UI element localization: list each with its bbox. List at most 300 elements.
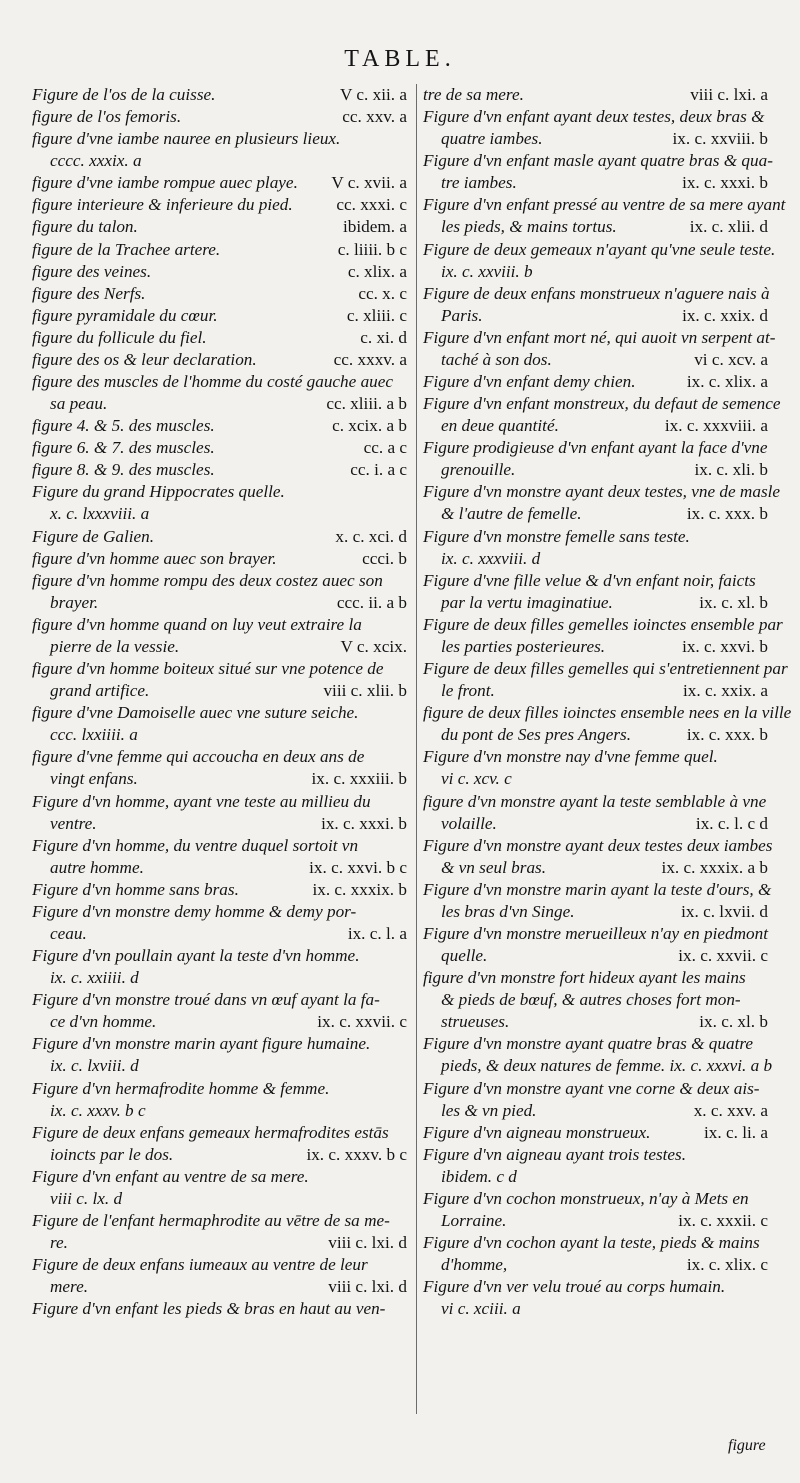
- entry-text: Figure d'vn monstre marin ayant figure humaine.: [32, 1034, 371, 1054]
- index-entry: [32, 84, 407, 106]
- entry-line: [32, 1276, 407, 1298]
- entry-text: x. c. lxxxviii. a: [50, 504, 150, 524]
- index-entry: [32, 283, 407, 305]
- entry-line: [423, 503, 768, 525]
- index-entry: [423, 239, 776, 283]
- entry-reference: ix. c. xxix. d: [682, 305, 768, 325]
- index-entry: [32, 1254, 407, 1298]
- entry-text: Figure d'vn hermafrodite homme & femme.: [32, 1078, 330, 1098]
- entry-line: [32, 702, 407, 724]
- entry-line: [32, 680, 407, 702]
- entry-line: [32, 1011, 407, 1033]
- entry-line: [423, 857, 768, 879]
- entry-line: [423, 658, 788, 680]
- entry-line: [423, 1210, 768, 1232]
- entry-text: Figure d'vn monstre nay d'vne femme quel.: [423, 747, 718, 767]
- entry-text: & vn seul bras.: [441, 857, 547, 877]
- entry-text: Figure d'vn ver velu troué au corps humain.: [423, 1277, 726, 1297]
- index-entry: [423, 1033, 773, 1077]
- entry-line: [32, 106, 407, 128]
- entry-line: [32, 1144, 407, 1166]
- entry-text: figure d'vn monstre ayant la teste semblable à vne: [423, 791, 767, 811]
- entry-reference: ix. c. xxxix. a b: [661, 857, 768, 877]
- entry-reference: V c. xvii. a: [331, 173, 407, 193]
- entry-line: [32, 459, 407, 481]
- entry-text: Figure de Galien.: [32, 526, 155, 546]
- entry-reference: ccc. ii. a b: [336, 592, 407, 612]
- index-entry: [32, 901, 407, 945]
- entry-text: ventre.: [50, 813, 97, 833]
- entry-line: [423, 1254, 768, 1276]
- entry-text: Figure d'vn aigneau monstrueux.: [423, 1122, 651, 1142]
- entry-line: [423, 1166, 768, 1188]
- index-entry: [423, 150, 773, 194]
- index-entry: [32, 1122, 407, 1166]
- entry-reference: ix. c. xxxii. c: [678, 1210, 768, 1230]
- entry-line: [32, 570, 407, 592]
- entry-line: [32, 614, 407, 636]
- entry-line: [423, 636, 768, 658]
- entry-line: [32, 194, 407, 216]
- entry-text: Figure prodigieuse d'vn enfant ayant la face d'vne: [423, 438, 768, 458]
- index-entry: [32, 746, 407, 790]
- entry-text: les & vn pied.: [441, 1100, 537, 1120]
- entry-line: [423, 592, 768, 614]
- right-column: [423, 84, 792, 1320]
- entry-reference: ix. c. li. a: [704, 1122, 768, 1142]
- entry-text: figure des veines.: [32, 261, 152, 281]
- entry-text: figure interieure & inferieure du pied.: [32, 195, 293, 215]
- entry-text: ix. c. xxviii. b: [441, 261, 533, 281]
- entry-line: [423, 437, 768, 459]
- entry-line: [32, 1055, 407, 1077]
- entry-text: Figure du grand Hippocrates quelle.: [32, 482, 285, 502]
- entry-line: [423, 1100, 768, 1122]
- index-entry: [32, 349, 407, 371]
- page-header: TABLE.: [344, 46, 456, 72]
- entry-text: tre iambes.: [441, 173, 517, 193]
- entry-reference: ix. c. xxxix. b: [312, 879, 407, 899]
- entry-line: [32, 658, 407, 680]
- entry-reference: ix. c. xxix. a: [683, 681, 768, 701]
- entry-text: brayer.: [50, 592, 99, 612]
- index-entry: [423, 371, 768, 393]
- entry-text: Figure d'vn monstre ayant quatre bras & quatre: [423, 1034, 754, 1054]
- index-entry: [32, 879, 407, 901]
- entry-text: Figure d'vn enfant demy chien.: [423, 372, 636, 392]
- entry-reference: ix. c. xlix. a: [686, 372, 768, 392]
- entry-text: & pieds de bœuf, & autres choses fort mon-: [441, 990, 741, 1010]
- entry-line: [32, 989, 407, 1011]
- entry-line: [423, 1144, 768, 1166]
- index-entry: [423, 658, 788, 702]
- entry-line: [423, 106, 768, 128]
- entry-reference: x. c. xci. d: [335, 526, 407, 546]
- entry-text: Figure d'vn cochon ayant la teste, pieds & mains: [423, 1233, 760, 1253]
- entry-text: sa peau.: [50, 394, 108, 414]
- entry-line: [423, 1033, 768, 1055]
- entry-line: [32, 283, 407, 305]
- entry-reference: V c. xcix.: [340, 636, 407, 656]
- index-entry: [32, 239, 407, 261]
- index-entry: [423, 1144, 768, 1188]
- index-entry: [32, 1078, 407, 1122]
- entry-text: le front.: [441, 681, 495, 701]
- entry-reference: ccci. b: [362, 548, 407, 568]
- entry-line: [32, 349, 407, 371]
- entry-reference: cc. xxxv. a: [333, 349, 407, 369]
- entry-text: figure du talon.: [32, 217, 138, 237]
- entry-line: [32, 415, 407, 437]
- index-entry: [423, 614, 783, 658]
- entry-line: [423, 680, 768, 702]
- entry-text: & l'autre de femelle.: [441, 504, 582, 524]
- entry-text: figure d'vn homme boiteux situé sur vne potence de: [32, 659, 384, 679]
- entry-line: [32, 1210, 407, 1232]
- entry-text: figure de l'os femoris.: [32, 107, 182, 127]
- entry-reference: viii c. lxi. a: [690, 85, 768, 104]
- entry-text: figure d'vn monstre fort hideux ayant les mains: [423, 968, 746, 988]
- index-entry: [32, 835, 407, 879]
- entry-line: [32, 305, 407, 327]
- index-entry: [423, 283, 768, 327]
- entry-text: pieds, & deux natures de femme. ix. c. xxxvi. a b: [441, 1056, 773, 1076]
- entry-reference: ix. c. xxx. b: [686, 725, 768, 745]
- entry-line: [423, 239, 776, 261]
- entry-text: autre homme.: [50, 857, 144, 877]
- entry-line: [423, 967, 768, 989]
- entry-line: [423, 128, 768, 150]
- entry-line: [32, 813, 407, 835]
- entry-line: [32, 128, 407, 150]
- entry-text: Figure d'vn monstre marin ayant la teste d'ours, &: [423, 879, 772, 899]
- entry-reference: viii c. lxi. d: [328, 1277, 407, 1297]
- index-entry: [32, 989, 407, 1033]
- entry-line: [423, 879, 772, 901]
- entry-text: Figure d'vn homme sans bras.: [32, 879, 239, 899]
- entry-reference: ix. c. xlix. c: [686, 1255, 768, 1275]
- entry-text: figure des Nerfs.: [32, 283, 146, 303]
- entry-text: ibidem. c d: [441, 1166, 517, 1186]
- index-entry: [32, 614, 407, 658]
- entry-text: Figure d'vn aigneau ayant trois testes.: [423, 1144, 687, 1164]
- index-entry: [32, 415, 407, 437]
- entry-text: figure des muscles de l'homme du costé gauche auec: [32, 372, 394, 392]
- entry-line: [32, 1298, 407, 1320]
- entry-reference: ibidem. a: [343, 217, 407, 237]
- entry-line: [423, 481, 781, 503]
- entry-line: [423, 835, 773, 857]
- entry-text: Figure de deux filles gemelles ioinctes ensemble par: [423, 614, 783, 634]
- index-entry: [32, 261, 407, 283]
- entry-text: Figure d'vn homme, du ventre duquel sortoit vn: [32, 835, 359, 855]
- entry-line: [32, 1254, 407, 1276]
- index-entry: [423, 106, 768, 150]
- entry-text: figure 8. & 9. des muscles.: [32, 460, 215, 480]
- entry-line: [423, 415, 768, 437]
- entry-text: quatre iambes.: [441, 129, 543, 149]
- index-entry: [32, 945, 407, 989]
- index-entry: [32, 1033, 407, 1077]
- entry-line: [423, 768, 768, 790]
- index-entry: [423, 746, 768, 790]
- index-entry: [32, 570, 407, 614]
- entry-text: les bras d'vn Singe.: [441, 901, 575, 921]
- entry-text: figure d'vne femme qui accoucha en deux ans de: [32, 747, 365, 767]
- entry-line: [32, 261, 407, 283]
- entry-reference: ix. c. xlii. d: [689, 217, 768, 237]
- entry-reference: ix. c. xxviii. b: [672, 129, 768, 149]
- entry-line: [32, 172, 407, 194]
- index-entry: [423, 84, 768, 106]
- entry-text: vi c. xciii. a: [441, 1299, 521, 1319]
- entry-line: [423, 614, 783, 636]
- entry-reference: cc. x. c: [358, 283, 407, 303]
- entry-line: [32, 945, 407, 967]
- index-entry: [32, 106, 407, 128]
- entry-text: Figure d'vn monstre ayant vne corne & deux ais-: [423, 1078, 760, 1098]
- entry-text: figure 6. & 7. des muscles.: [32, 438, 215, 458]
- index-entry: [423, 1078, 768, 1122]
- entry-line: [423, 1276, 768, 1298]
- entry-line: [423, 989, 768, 1011]
- entry-line: [32, 327, 407, 349]
- entry-reference: ix. c. l. c d: [695, 813, 768, 833]
- entry-line: [32, 1078, 407, 1100]
- entry-reference: ix. c. xxxi. b: [682, 173, 768, 193]
- entry-line: [423, 746, 768, 768]
- entry-text: Figure d'vn enfant ayant deux testes, deux bras &: [423, 107, 765, 127]
- entry-reference: cc. xxxi. c: [336, 195, 407, 215]
- index-entry: [423, 702, 792, 746]
- entry-text: Figure d'vn enfant les pieds & bras en haut au ven-: [32, 1299, 386, 1319]
- entry-reference: ix. c. xl. b: [699, 592, 768, 612]
- index-entry: [32, 526, 407, 548]
- entry-line: [423, 1122, 768, 1144]
- entry-line: [423, 261, 768, 283]
- entry-text: figure d'vn homme auec son brayer.: [32, 548, 277, 568]
- entry-reference: V c. xii. a: [340, 85, 407, 104]
- entry-text: volaille.: [441, 813, 497, 833]
- entry-text: viii c. lx. d: [50, 1188, 123, 1208]
- index-entry: [32, 194, 407, 216]
- column-divider: [416, 84, 417, 1414]
- entry-text: les parties posterieures.: [441, 636, 606, 656]
- entry-line: [423, 150, 773, 172]
- entry-text: quelle.: [441, 946, 488, 966]
- entry-text: ix. c. xxxviii. d: [441, 548, 541, 568]
- entry-line: [32, 548, 407, 570]
- entry-line: [423, 548, 768, 570]
- entry-line: [423, 526, 768, 548]
- index-entry: [423, 967, 768, 1033]
- index-entry: [32, 481, 407, 525]
- entry-text: figure d'vn homme quand on luy veut extraire la: [32, 614, 362, 634]
- entry-text: Figure d'vn enfant au ventre de sa mere.: [32, 1166, 309, 1186]
- index-entry: [32, 658, 407, 702]
- entry-line: [32, 768, 407, 790]
- entry-line: [32, 503, 407, 525]
- entry-line: [423, 724, 768, 746]
- entry-line: [32, 216, 407, 238]
- entry-line: [32, 84, 407, 106]
- entry-line: [32, 835, 407, 857]
- entry-line: [423, 945, 768, 967]
- entry-text: Figure d'vne fille velue & d'vn enfant noir, faicts: [423, 570, 756, 590]
- index-entry: [32, 791, 407, 835]
- entry-text: figure de deux filles ioinctes ensemble nees en la ville: [423, 703, 792, 723]
- index-entry: [32, 459, 407, 481]
- entry-reference: ix. c. l. a: [347, 923, 407, 943]
- entry-text: vi c. xcv. c: [441, 769, 512, 789]
- index-entry: [423, 437, 768, 481]
- entry-text: figure des os & leur declaration.: [32, 349, 257, 369]
- entry-line: [423, 1055, 773, 1077]
- entry-line: [423, 923, 768, 945]
- entry-text: mere.: [50, 1277, 89, 1297]
- index-entry: [32, 1210, 407, 1254]
- entry-reference: viii c. lxi. d: [328, 1233, 407, 1253]
- entry-line: [32, 879, 407, 901]
- entry-text: Paris.: [441, 305, 483, 325]
- entry-line: [423, 194, 786, 216]
- entry-line: [32, 481, 407, 503]
- entry-text: strueuses.: [441, 1012, 510, 1032]
- entry-line: [32, 1188, 407, 1210]
- entry-text: Figure de deux enfans monstrueux n'aguere nais à: [423, 283, 770, 303]
- index-entry: [32, 702, 407, 746]
- entry-text: Figure d'vn enfant pressé au ventre de sa mere ayant: [423, 195, 786, 215]
- entry-text: figure 4. & 5. des muscles.: [32, 416, 215, 436]
- entry-text: figure de la Trachee artere.: [32, 239, 221, 259]
- index-entry: [423, 393, 781, 437]
- entry-line: [423, 901, 768, 923]
- entry-reference: x. c. xxv. a: [693, 1100, 768, 1120]
- entry-line: [423, 283, 768, 305]
- entry-text: figure pyramidale du cœur.: [32, 305, 218, 325]
- entry-reference: ix. c. xxxviii. a: [664, 416, 768, 436]
- entry-text: Figure de deux enfans gemeaux hermafrodites estās: [32, 1122, 389, 1142]
- entry-text: taché à son dos.: [441, 349, 552, 369]
- index-entry: [32, 128, 407, 172]
- index-entry: [423, 1122, 768, 1144]
- entry-reference: ix. c. xl. b: [699, 1012, 768, 1032]
- entry-text: du pont de Ses pres Angers.: [441, 725, 632, 745]
- entry-text: Figure d'vn monstre troué dans vn œuf ayant la fa-: [32, 990, 380, 1010]
- index-entry: [423, 526, 768, 570]
- entry-line: [32, 393, 407, 415]
- index-entry: [423, 570, 768, 614]
- entry-line: [32, 901, 407, 923]
- index-entry: [32, 1298, 407, 1320]
- entry-reference: ix. c. lxvii. d: [681, 901, 768, 921]
- entry-line: [423, 1078, 768, 1100]
- entry-text: les pieds, & mains tortus.: [441, 217, 617, 237]
- index-entry: [423, 194, 786, 238]
- entry-text: figure d'vne iambe nauree en plusieurs lieux.: [32, 129, 341, 149]
- entry-reference: ix. c. xxvi. b: [682, 636, 768, 656]
- entry-text: grand artifice.: [50, 681, 150, 701]
- entry-line: [423, 1232, 768, 1254]
- index-entry: [423, 1232, 768, 1276]
- entry-reference: ix. c. xxvi. b c: [309, 857, 407, 877]
- index-entry: [32, 437, 407, 459]
- entry-line: [32, 239, 407, 261]
- entry-text: Figure d'vn enfant mort né, qui auoit vn serpent at-: [423, 327, 776, 347]
- entry-reference: ix. c. xxvii. c: [678, 946, 768, 966]
- index-entry: [32, 371, 407, 415]
- entry-reference: cc. i. a c: [350, 460, 407, 480]
- entry-line: [32, 371, 407, 393]
- entry-line: [32, 724, 407, 746]
- entry-line: [32, 592, 407, 614]
- entry-text: ix. c. xxiiii. d: [50, 968, 139, 988]
- entry-reference: ix. c. xli. b: [694, 460, 768, 480]
- entry-text: Figure d'vn cochon monstrueux, n'ay à Mets en: [423, 1188, 749, 1208]
- index-entry: [423, 1188, 768, 1232]
- entry-reference: c. xlix. a: [347, 261, 407, 281]
- entry-reference: cc. a c: [363, 438, 407, 458]
- entry-line: [32, 923, 407, 945]
- entry-text: Figure d'vn monstre ayant deux testes, vne de masle: [423, 482, 781, 502]
- index-entry: [32, 172, 407, 194]
- entry-text: ix. c. lxviii. d: [50, 1056, 139, 1076]
- entry-reference: ix. c. xxx. b: [686, 504, 768, 524]
- entry-text: grenouille.: [441, 460, 516, 480]
- index-entry: [423, 879, 772, 923]
- entry-line: [423, 1011, 768, 1033]
- entry-text: par la vertu imaginatiue.: [441, 592, 613, 612]
- index-entry: [423, 923, 768, 967]
- entry-line: [423, 702, 792, 724]
- index-entry: [423, 791, 768, 835]
- entry-reference: viii c. xlii. b: [323, 681, 407, 701]
- entry-line: [32, 1122, 407, 1144]
- entry-line: [423, 349, 768, 371]
- entry-line: [32, 1232, 407, 1254]
- entry-text: Figure d'vn homme, ayant vne teste au millieu du: [32, 791, 371, 811]
- index-entry: [32, 1166, 407, 1210]
- entry-text: figure d'vn homme rompu des deux costez auec son: [32, 570, 383, 590]
- entry-text: figure du follicule du fiel.: [32, 327, 207, 347]
- entry-line: [423, 172, 768, 194]
- entry-text: Figure d'vn poullain ayant la teste d'vn homme.: [32, 946, 360, 966]
- index-entry: [423, 835, 773, 879]
- entry-text: Figure d'vn enfant masle ayant quatre bras & qua-: [423, 151, 773, 171]
- entry-reference: ix. c. xxxi. b: [321, 813, 407, 833]
- entry-text: ce d'vn homme.: [50, 1012, 157, 1032]
- entry-text: vingt enfans.: [50, 769, 138, 789]
- entry-text: ceau.: [50, 923, 87, 943]
- entry-reference: c. xliii. c: [346, 305, 407, 325]
- entry-reference: ix. c. xxxv. b c: [306, 1144, 407, 1164]
- entry-line: [32, 636, 407, 658]
- entry-line: [32, 1100, 407, 1122]
- entry-line: [423, 84, 768, 106]
- entry-line: [423, 570, 768, 592]
- entry-line: [32, 746, 407, 768]
- entry-text: Figure de l'enfant hermaphrodite au vētre de sa me-: [32, 1210, 390, 1230]
- entry-line: [423, 393, 781, 415]
- entry-line: [423, 327, 776, 349]
- entry-reference: cc. xliii. a b: [326, 394, 407, 414]
- index-entry: [32, 216, 407, 238]
- entry-line: [32, 526, 407, 548]
- entry-text: Figure d'vn monstre femelle sans teste.: [423, 526, 690, 546]
- entry-text: ix. c. xxxv. b c: [50, 1100, 146, 1120]
- entry-line: [423, 791, 768, 813]
- entry-line: [32, 1166, 407, 1188]
